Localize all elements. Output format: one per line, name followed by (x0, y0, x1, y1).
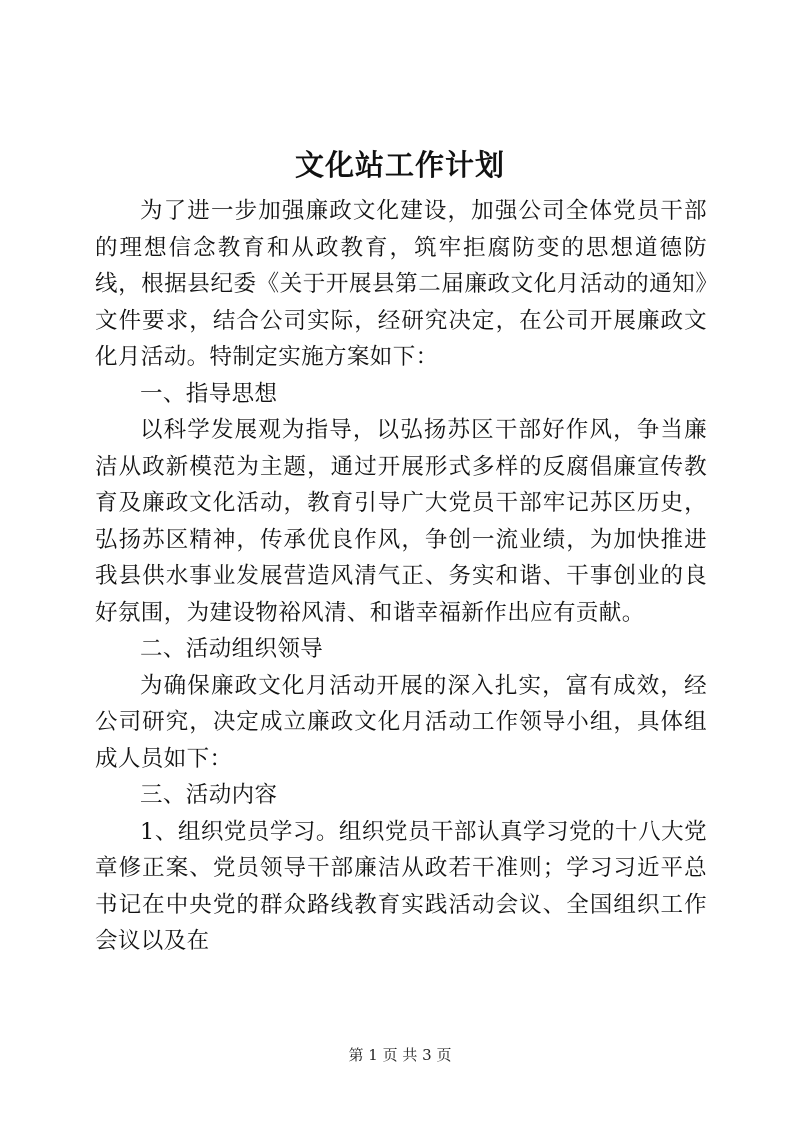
organization-paragraph: 为确保廉政文化月活动开展的深入扎实，富有成效，经公司研究，决定成立廉政文化月活动工作领导小组，具体组成人员如下： (95, 672, 707, 772)
document-title: 文化站工作计划 (294, 148, 505, 182)
guiding-ideology-paragraph: 以科学发展观为指导，以弘扬苏区干部好作风，争当廉洁从政新模范为主题，通过开展形式多样的反腐倡廉宣传教育及廉政文化活动，教育引导广大党员干部牢记苏区历史，弘扬苏区精神，传承优良作风，争创一流业绩，为加快推进我县供水事业发展营造风清气正、务实和谐、干事创业的良好氛围，为建设物裕风清、和谐幸福新作出应有贡献。 (95, 417, 707, 626)
page-footer: 第 1 页 共 3 页 (348, 1046, 452, 1064)
activities-paragraph: 1、组织党员学习。组织党员干部认真学习党的十八大党章修正案、党员领导干部廉洁从政若干准则；学习习近平总书记在中央党的群众路线教育实践活动会议、全国组织工作会议以及在 (95, 818, 707, 954)
intro-paragraph: 为了进一步加强廉政文化建设，加强公司全体党员干部的理想信念教育和从政教育，筑牢拒腐防变的思想道德防线，根据县纪委《关于开展县第二届廉政文化月活动的通知》文件要求，结合公司实际，经研究决定，在公司开展廉政文化月活动。特制定实施方案如下： (95, 198, 707, 370)
section-heading-guiding-ideology: 一、指导思想 (140, 380, 278, 407)
section-heading-organization: 二、活动组织领导 (140, 636, 324, 662)
document-body (95, 193, 707, 960)
section-heading-activities: 三、活动内容 (140, 782, 278, 808)
